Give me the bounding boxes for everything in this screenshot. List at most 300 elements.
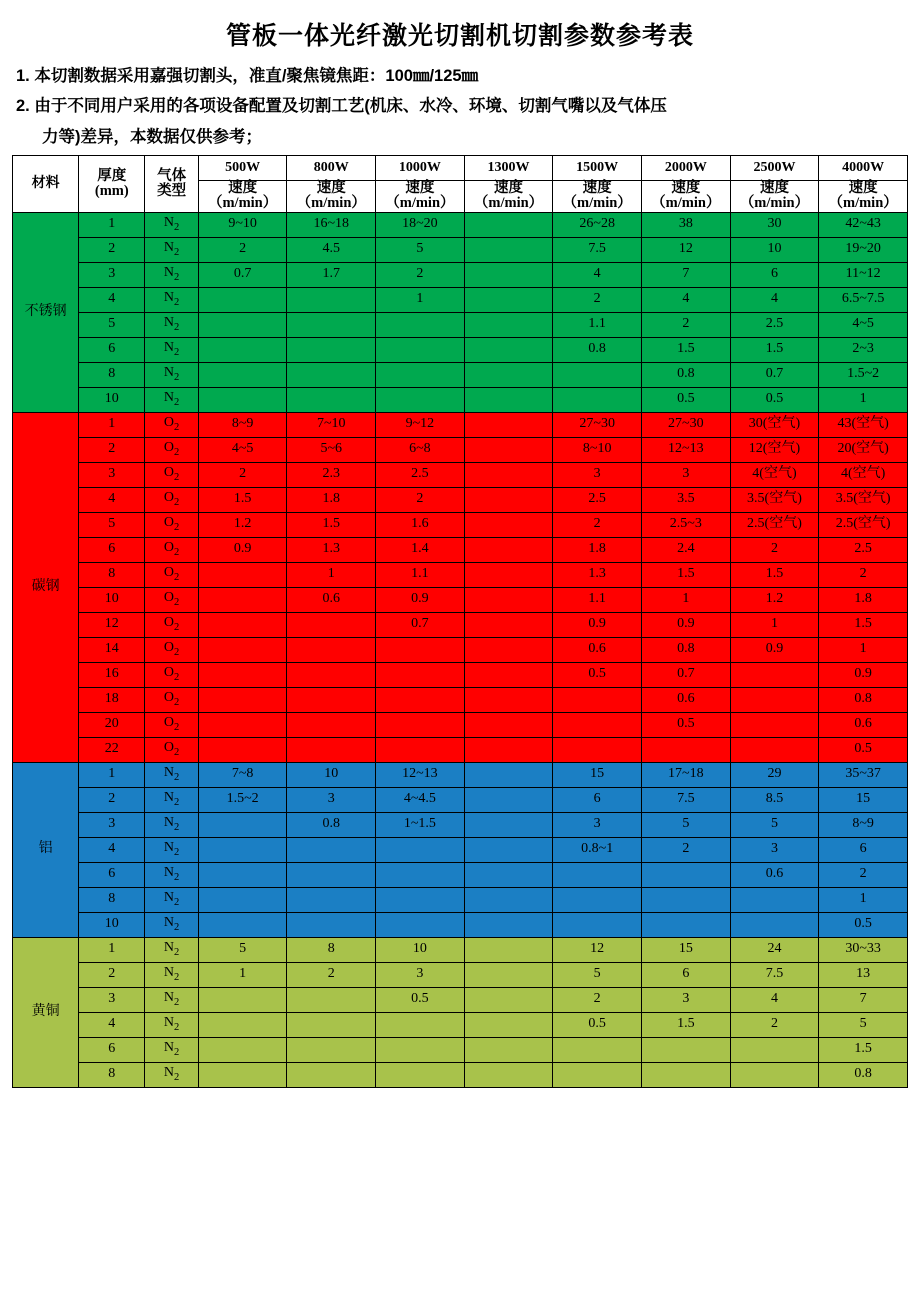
table-row bbox=[13, 937, 908, 962]
table-row bbox=[13, 1012, 908, 1037]
speed-cell-4000w: 1.5 bbox=[819, 612, 908, 637]
speed-cell-1000w bbox=[376, 887, 465, 912]
speed-label: 速度 bbox=[671, 180, 701, 197]
speed-cell-1500w: 1.1 bbox=[553, 587, 642, 612]
table-row bbox=[13, 512, 908, 537]
header-speed-4000w bbox=[819, 181, 908, 212]
speed-cell-1000w bbox=[376, 912, 465, 937]
speed-cell-1500w: 26~28 bbox=[553, 212, 642, 237]
header-speed-800w bbox=[287, 181, 376, 212]
speed-cell-1300w bbox=[464, 687, 553, 712]
speed-cell-4000w: 20(空气) bbox=[819, 437, 908, 462]
material-cell: 铝 bbox=[13, 762, 79, 937]
speed-cell-1000w bbox=[376, 1037, 465, 1062]
header-speed-2500w bbox=[730, 181, 819, 212]
speed-cell-1500w: 15 bbox=[553, 762, 642, 787]
thickness-cell: 8 bbox=[79, 362, 145, 387]
speed-cell-800w: 1.3 bbox=[287, 537, 376, 562]
note-2: 2. 由于不同用户采用的各项设备配置及切割工艺(机床、水冷、环境、切割气嘴以及气体压 bbox=[16, 96, 667, 115]
table-row bbox=[13, 362, 908, 387]
gas-type-cell: $N_2$ bbox=[145, 962, 198, 987]
thickness-cell: 1 bbox=[79, 412, 145, 437]
speed-cell-1000w bbox=[376, 637, 465, 662]
speed-unit: （m/min） bbox=[473, 195, 544, 212]
speed-cell-800w bbox=[287, 912, 376, 937]
speed-cell-1000w: 12~13 bbox=[376, 762, 465, 787]
speed-cell-2000w: 3.5 bbox=[642, 487, 731, 512]
speed-cell-2500w: 5 bbox=[730, 812, 819, 837]
speed-cell-1500w bbox=[553, 362, 642, 387]
speed-cell-1300w bbox=[464, 337, 553, 362]
table-row bbox=[13, 862, 908, 887]
speed-cell-1500w: 1.3 bbox=[553, 562, 642, 587]
speed-cell-500w bbox=[198, 662, 287, 687]
gas-type-cell: $N_2$ bbox=[145, 237, 198, 262]
speed-cell-1000w bbox=[376, 662, 465, 687]
gas-type-cell: $N_2$ bbox=[145, 1062, 198, 1087]
speed-cell-1300w bbox=[464, 787, 553, 812]
speed-cell-2500w: 1.5 bbox=[730, 337, 819, 362]
speed-cell-2500w: 30(空气) bbox=[730, 412, 819, 437]
speed-cell-1500w: 5 bbox=[553, 962, 642, 987]
speed-unit: （m/min） bbox=[739, 195, 810, 212]
speed-cell-1500w bbox=[553, 712, 642, 737]
table-head bbox=[13, 156, 908, 212]
speed-cell-2500w bbox=[730, 887, 819, 912]
speed-cell-800w bbox=[287, 687, 376, 712]
speed-cell-1000w: 1.4 bbox=[376, 537, 465, 562]
speed-cell-800w bbox=[287, 712, 376, 737]
gas-type-cell: $N_2$ bbox=[145, 937, 198, 962]
thickness-cell: 2 bbox=[79, 962, 145, 987]
speed-cell-500w bbox=[198, 287, 287, 312]
speed-cell-500w: 2 bbox=[198, 237, 287, 262]
speed-cell-1500w bbox=[553, 1062, 642, 1087]
speed-cell-800w bbox=[287, 662, 376, 687]
thickness-cell: 8 bbox=[79, 887, 145, 912]
speed-cell-4000w: 43(空气) bbox=[819, 412, 908, 437]
speed-cell-2000w: 17~18 bbox=[642, 762, 731, 787]
speed-cell-1300w bbox=[464, 412, 553, 437]
thickness-cell: 6 bbox=[79, 1037, 145, 1062]
thickness-cell: 1 bbox=[79, 212, 145, 237]
note-2-continued: 力等)差异，本数据仅供参考； bbox=[42, 128, 262, 147]
gas-type-cell: $N_2$ bbox=[145, 362, 198, 387]
speed-cell-1000w: 2 bbox=[376, 487, 465, 512]
speed-cell-2000w: 1.5 bbox=[642, 562, 731, 587]
speed-cell-2500w: 4 bbox=[730, 987, 819, 1012]
speed-cell-1000w: 0.9 bbox=[376, 587, 465, 612]
speed-cell-800w bbox=[287, 737, 376, 762]
material-cell: 黄铜 bbox=[13, 937, 79, 1087]
speed-cell-2000w: 2.5~3 bbox=[642, 512, 731, 537]
speed-cell-2500w: 0.6 bbox=[730, 862, 819, 887]
gas-type-cell: $N_2$ bbox=[145, 912, 198, 937]
speed-cell-1500w: 0.6 bbox=[553, 637, 642, 662]
speed-cell-800w bbox=[287, 1062, 376, 1087]
speed-cell-4000w: 0.8 bbox=[819, 687, 908, 712]
speed-cell-800w: 7~10 bbox=[287, 412, 376, 437]
speed-unit: （m/min） bbox=[828, 195, 898, 212]
speed-cell-2500w bbox=[730, 712, 819, 737]
speed-cell-500w bbox=[198, 337, 287, 362]
speed-cell-1500w: 3 bbox=[553, 812, 642, 837]
thickness-cell: 4 bbox=[79, 837, 145, 862]
header-speed-1500w bbox=[553, 181, 642, 212]
speed-cell-1000w bbox=[376, 362, 465, 387]
speed-cell-4000w: 0.9 bbox=[819, 662, 908, 687]
speed-cell-1500w: 4 bbox=[553, 262, 642, 287]
speed-cell-2500w: 12(空气) bbox=[730, 437, 819, 462]
speed-cell-4000w: 2 bbox=[819, 562, 908, 587]
speed-cell-1000w: 0.7 bbox=[376, 612, 465, 637]
speed-cell-800w: 1.5 bbox=[287, 512, 376, 537]
speed-cell-2500w bbox=[730, 662, 819, 687]
speed-cell-1300w bbox=[464, 987, 553, 1012]
speed-cell-500w bbox=[198, 862, 287, 887]
table-row bbox=[13, 412, 908, 437]
speed-cell-1000w bbox=[376, 687, 465, 712]
table-row bbox=[13, 837, 908, 862]
speed-cell-1300w bbox=[464, 737, 553, 762]
speed-cell-2000w: 1 bbox=[642, 587, 731, 612]
speed-cell-500w: 4~5 bbox=[198, 437, 287, 462]
speed-cell-2000w: 27~30 bbox=[642, 412, 731, 437]
speed-label: 速度 bbox=[848, 180, 878, 197]
speed-cell-4000w: 42~43 bbox=[819, 212, 908, 237]
header-speed-1000w bbox=[376, 181, 465, 212]
speed-cell-2000w: 0.6 bbox=[642, 687, 731, 712]
thickness-cell: 6 bbox=[79, 337, 145, 362]
cutting-parameters-table bbox=[12, 155, 908, 1087]
speed-cell-1300w bbox=[464, 812, 553, 837]
speed-cell-4000w: 0.5 bbox=[819, 912, 908, 937]
speed-cell-2500w: 0.9 bbox=[730, 637, 819, 662]
speed-cell-1300w bbox=[464, 537, 553, 562]
page-title: 管板一体光纤激光切割机切割参数参考表 bbox=[225, 22, 694, 50]
speed-cell-1500w bbox=[553, 687, 642, 712]
table-row bbox=[13, 687, 908, 712]
speed-cell-1300w bbox=[464, 862, 553, 887]
gas-type-cell: $O_2$ bbox=[145, 687, 198, 712]
table-row bbox=[13, 637, 908, 662]
speed-cell-1000w bbox=[376, 1012, 465, 1037]
speed-cell-1500w: 3 bbox=[553, 462, 642, 487]
speed-cell-800w: 1 bbox=[287, 562, 376, 587]
thickness-cell: 3 bbox=[79, 462, 145, 487]
table-row bbox=[13, 887, 908, 912]
speed-cell-2000w: 1.5 bbox=[642, 1012, 731, 1037]
speed-cell-1500w: 27~30 bbox=[553, 412, 642, 437]
speed-label: 速度 bbox=[316, 180, 346, 197]
speed-cell-1000w bbox=[376, 862, 465, 887]
header-power-1500w: 1500W bbox=[553, 156, 642, 181]
speed-cell-2500w: 1 bbox=[730, 612, 819, 637]
speed-cell-2000w: 38 bbox=[642, 212, 731, 237]
thickness-cell: 10 bbox=[79, 387, 145, 412]
thickness-cell: 10 bbox=[79, 587, 145, 612]
speed-cell-500w bbox=[198, 687, 287, 712]
gas-type-cell: $N_2$ bbox=[145, 1037, 198, 1062]
speed-cell-2000w: 0.8 bbox=[642, 637, 731, 662]
speed-cell-4000w: 2~3 bbox=[819, 337, 908, 362]
speed-cell-1000w bbox=[376, 1062, 465, 1087]
speed-cell-4000w: 0.6 bbox=[819, 712, 908, 737]
speed-cell-1500w: 8~10 bbox=[553, 437, 642, 462]
speed-cell-1300w bbox=[464, 637, 553, 662]
speed-cell-1000w bbox=[376, 712, 465, 737]
speed-cell-4000w: 1.8 bbox=[819, 587, 908, 612]
speed-cell-1000w bbox=[376, 737, 465, 762]
speed-cell-4000w: 0.5 bbox=[819, 737, 908, 762]
speed-cell-800w: 0.6 bbox=[287, 587, 376, 612]
speed-cell-4000w: 1 bbox=[819, 637, 908, 662]
speed-cell-2000w: 3 bbox=[642, 987, 731, 1012]
header-thickness-line1: 厚度 bbox=[97, 167, 127, 184]
table-row bbox=[13, 212, 908, 237]
gas-type-cell: $N_2$ bbox=[145, 387, 198, 412]
speed-cell-2500w: 30 bbox=[730, 212, 819, 237]
speed-cell-2500w: 2 bbox=[730, 537, 819, 562]
gas-type-cell: $O_2$ bbox=[145, 437, 198, 462]
thickness-cell: 3 bbox=[79, 812, 145, 837]
speed-cell-800w bbox=[287, 387, 376, 412]
speed-cell-1500w: 12 bbox=[553, 937, 642, 962]
speed-cell-500w: 1.5 bbox=[198, 487, 287, 512]
speed-cell-1300w bbox=[464, 487, 553, 512]
speed-cell-2000w bbox=[642, 1062, 731, 1087]
speed-cell-1500w: 0.9 bbox=[553, 612, 642, 637]
thickness-cell: 4 bbox=[79, 1012, 145, 1037]
speed-cell-1000w: 5 bbox=[376, 237, 465, 262]
thickness-cell: 4 bbox=[79, 287, 145, 312]
gas-type-cell: $N_2$ bbox=[145, 887, 198, 912]
speed-cell-1500w: 0.8 bbox=[553, 337, 642, 362]
speed-cell-1300w bbox=[464, 512, 553, 537]
speed-cell-2000w: 3 bbox=[642, 462, 731, 487]
speed-cell-2000w: 12 bbox=[642, 237, 731, 262]
thickness-cell: 20 bbox=[79, 712, 145, 737]
speed-cell-1500w: 2.5 bbox=[553, 487, 642, 512]
header-power-1300w: 1300W bbox=[464, 156, 553, 181]
speed-cell-800w bbox=[287, 287, 376, 312]
speed-cell-500w bbox=[198, 587, 287, 612]
speed-cell-800w bbox=[287, 862, 376, 887]
thickness-cell: 6 bbox=[79, 537, 145, 562]
header-gas-line2: 类型 bbox=[157, 182, 187, 199]
thickness-cell: 2 bbox=[79, 437, 145, 462]
table-row bbox=[13, 462, 908, 487]
speed-cell-1000w: 1.6 bbox=[376, 512, 465, 537]
speed-cell-500w bbox=[198, 612, 287, 637]
table-row bbox=[13, 1062, 908, 1087]
speed-cell-500w: 9~10 bbox=[198, 212, 287, 237]
speed-cell-2000w: 2.4 bbox=[642, 537, 731, 562]
speed-cell-1300w bbox=[464, 237, 553, 262]
speed-cell-2000w: 2 bbox=[642, 837, 731, 862]
speed-cell-1000w bbox=[376, 337, 465, 362]
speed-cell-4000w: 13 bbox=[819, 962, 908, 987]
speed-cell-2500w: 24 bbox=[730, 937, 819, 962]
gas-type-cell: $O_2$ bbox=[145, 612, 198, 637]
speed-cell-4000w: 19~20 bbox=[819, 237, 908, 262]
thickness-cell: 8 bbox=[79, 1062, 145, 1087]
speed-cell-2500w: 3 bbox=[730, 837, 819, 862]
speed-cell-1500w: 2 bbox=[553, 512, 642, 537]
speed-cell-1500w: 0.5 bbox=[553, 1012, 642, 1037]
speed-label: 速度 bbox=[405, 180, 435, 197]
speed-cell-4000w: 1.5 bbox=[819, 1037, 908, 1062]
speed-cell-500w bbox=[198, 912, 287, 937]
speed-cell-800w bbox=[287, 1012, 376, 1037]
speed-cell-4000w: 6.5~7.5 bbox=[819, 287, 908, 312]
speed-cell-4000w: 4(空气) bbox=[819, 462, 908, 487]
speed-cell-2500w: 2.5 bbox=[730, 312, 819, 337]
gas-type-cell: $O_2$ bbox=[145, 662, 198, 687]
speed-cell-1500w: 0.5 bbox=[553, 662, 642, 687]
speed-cell-2500w: 2.5(空气) bbox=[730, 512, 819, 537]
header-power-500w: 500W bbox=[198, 156, 287, 181]
speed-cell-500w bbox=[198, 637, 287, 662]
table-row bbox=[13, 237, 908, 262]
speed-cell-1000w: 9~12 bbox=[376, 412, 465, 437]
gas-type-cell: $O_2$ bbox=[145, 462, 198, 487]
thickness-cell: 1 bbox=[79, 762, 145, 787]
speed-cell-500w: 1.2 bbox=[198, 512, 287, 537]
speed-cell-4000w: 0.8 bbox=[819, 1062, 908, 1087]
speed-cell-500w bbox=[198, 1012, 287, 1037]
speed-cell-800w bbox=[287, 312, 376, 337]
header-power-4000w: 4000W bbox=[819, 156, 908, 181]
speed-cell-1000w bbox=[376, 312, 465, 337]
speed-cell-1300w bbox=[464, 937, 553, 962]
speed-cell-1000w: 18~20 bbox=[376, 212, 465, 237]
thickness-cell: 5 bbox=[79, 512, 145, 537]
speed-cell-1300w bbox=[464, 1062, 553, 1087]
speed-cell-2000w: 4 bbox=[642, 287, 731, 312]
header-speed-2000w bbox=[642, 181, 731, 212]
speed-cell-1300w bbox=[464, 662, 553, 687]
gas-type-cell: $N_2$ bbox=[145, 337, 198, 362]
speed-cell-4000w: 7 bbox=[819, 987, 908, 1012]
speed-cell-2000w bbox=[642, 737, 731, 762]
speed-cell-1300w bbox=[464, 312, 553, 337]
speed-unit: （m/min） bbox=[651, 195, 721, 212]
speed-cell-2500w bbox=[730, 687, 819, 712]
speed-cell-500w: 8~9 bbox=[198, 412, 287, 437]
thickness-cell: 1 bbox=[79, 937, 145, 962]
speed-cell-1500w: 1.1 bbox=[553, 312, 642, 337]
speed-cell-2000w: 6 bbox=[642, 962, 731, 987]
speed-cell-1000w: 2.5 bbox=[376, 462, 465, 487]
thickness-cell: 6 bbox=[79, 862, 145, 887]
speed-cell-2500w bbox=[730, 737, 819, 762]
speed-cell-500w bbox=[198, 737, 287, 762]
table-row bbox=[13, 737, 908, 762]
speed-cell-800w bbox=[287, 637, 376, 662]
speed-cell-1300w bbox=[464, 1012, 553, 1037]
speed-cell-1500w: 2 bbox=[553, 987, 642, 1012]
table-row bbox=[13, 912, 908, 937]
speed-cell-500w: 2 bbox=[198, 462, 287, 487]
speed-cell-2000w: 0.8 bbox=[642, 362, 731, 387]
thickness-cell: 5 bbox=[79, 312, 145, 337]
speed-cell-1300w bbox=[464, 287, 553, 312]
speed-cell-2000w bbox=[642, 887, 731, 912]
speed-cell-1500w bbox=[553, 1037, 642, 1062]
header-power-1000w: 1000W bbox=[376, 156, 465, 181]
speed-cell-2500w: 29 bbox=[730, 762, 819, 787]
speed-cell-1300w bbox=[464, 587, 553, 612]
thickness-cell: 3 bbox=[79, 262, 145, 287]
thickness-cell: 12 bbox=[79, 612, 145, 637]
speed-cell-4000w: 2.5(空气) bbox=[819, 512, 908, 537]
speed-cell-4000w: 15 bbox=[819, 787, 908, 812]
speed-cell-1000w: 10 bbox=[376, 937, 465, 962]
speed-cell-500w: 5 bbox=[198, 937, 287, 962]
speed-cell-2000w: 7.5 bbox=[642, 787, 731, 812]
gas-type-cell: $N_2$ bbox=[145, 1012, 198, 1037]
speed-cell-2000w bbox=[642, 912, 731, 937]
speed-cell-2000w: 12~13 bbox=[642, 437, 731, 462]
speed-cell-1500w bbox=[553, 737, 642, 762]
speed-cell-1000w bbox=[376, 837, 465, 862]
speed-cell-4000w: 4~5 bbox=[819, 312, 908, 337]
speed-cell-2000w: 1.5 bbox=[642, 337, 731, 362]
speed-cell-800w: 2.3 bbox=[287, 462, 376, 487]
table-row bbox=[13, 337, 908, 362]
speed-label: 速度 bbox=[494, 180, 524, 197]
gas-type-cell: $O_2$ bbox=[145, 512, 198, 537]
thickness-cell: 2 bbox=[79, 787, 145, 812]
speed-cell-800w bbox=[287, 987, 376, 1012]
speed-label: 速度 bbox=[228, 180, 258, 197]
speed-cell-500w: 1 bbox=[198, 962, 287, 987]
speed-cell-4000w: 2.5 bbox=[819, 537, 908, 562]
speed-cell-800w: 10 bbox=[287, 762, 376, 787]
speed-cell-1500w: 2 bbox=[553, 287, 642, 312]
speed-cell-1300w bbox=[464, 212, 553, 237]
speed-cell-1500w: 6 bbox=[553, 787, 642, 812]
speed-cell-800w bbox=[287, 837, 376, 862]
speed-unit: （m/min） bbox=[385, 195, 455, 212]
speed-cell-4000w: 11~12 bbox=[819, 262, 908, 287]
table-row bbox=[13, 812, 908, 837]
speed-cell-2500w: 1.2 bbox=[730, 587, 819, 612]
gas-type-cell: $O_2$ bbox=[145, 587, 198, 612]
gas-type-cell: $O_2$ bbox=[145, 487, 198, 512]
note-1: 1. 本切割数据采用嘉强切割头，准直/聚焦镜焦距：100㎜/125㎜ bbox=[16, 67, 479, 85]
speed-cell-2000w: 15 bbox=[642, 937, 731, 962]
speed-cell-1300w bbox=[464, 1037, 553, 1062]
speed-cell-800w: 2 bbox=[287, 962, 376, 987]
speed-cell-500w: 0.9 bbox=[198, 537, 287, 562]
table-row bbox=[13, 962, 908, 987]
speed-cell-1300w bbox=[464, 387, 553, 412]
header-thickness-line2: (mm) bbox=[94, 182, 129, 199]
speed-cell-1000w bbox=[376, 387, 465, 412]
gas-type-cell: $O_2$ bbox=[145, 412, 198, 437]
speed-cell-800w: 3 bbox=[287, 787, 376, 812]
speed-cell-500w bbox=[198, 987, 287, 1012]
gas-type-cell: $N_2$ bbox=[145, 212, 198, 237]
speed-cell-2000w bbox=[642, 1037, 731, 1062]
speed-cell-500w: 7~8 bbox=[198, 762, 287, 787]
speed-cell-1300w bbox=[464, 462, 553, 487]
gas-type-cell: $O_2$ bbox=[145, 637, 198, 662]
speed-cell-500w bbox=[198, 387, 287, 412]
table-row bbox=[13, 587, 908, 612]
